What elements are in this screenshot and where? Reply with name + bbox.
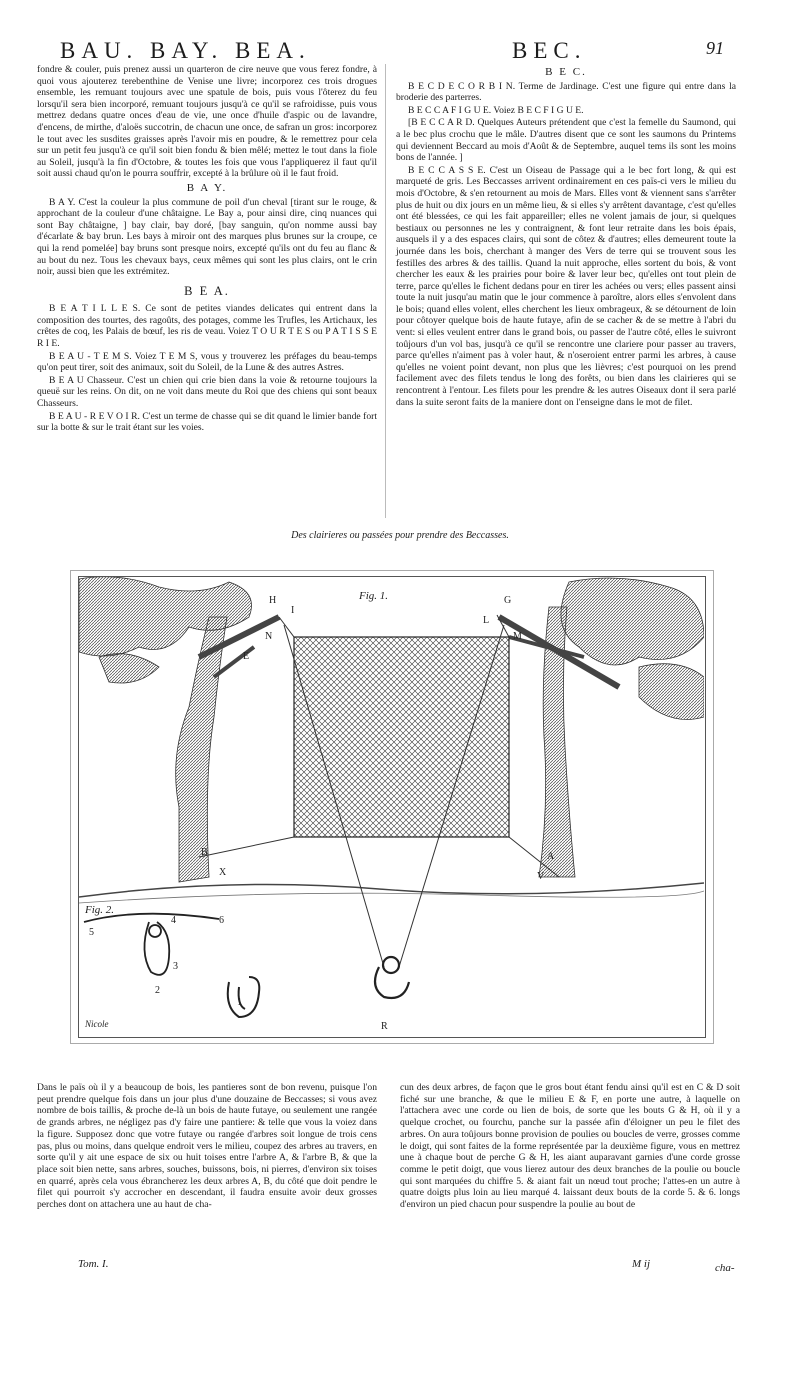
letter-B: B <box>201 847 208 858</box>
engraver-signature: Nicole <box>85 1019 109 1029</box>
entry-beccard: [B E C C A R D. Quelques Auteurs prétendent que c'est la femelle du Saumond, qui a le bec plus crochu que le mâle. D'autres disent que ce sont les saumons du Printems qui deviennent Beccard au mois d'Août & de Septembre, auquel tems ils sont les moins bons de l'année. ] <box>396 117 736 164</box>
running-head-left: BAU. BAY. BEA. <box>60 38 311 63</box>
hook-R <box>375 957 409 998</box>
signature-mark: M ij <box>632 1258 651 1270</box>
section-heading-bay: B A Y. <box>186 181 228 194</box>
letter-N: N <box>265 631 273 642</box>
plate-illustration <box>79 577 704 1036</box>
entry-bay: B A Y. C'est la couleur la plus commune de poil d'un cheval [tirant sur le rouge, & approchant de la couleur d'une châtaigne. Le Bay a, pour ainsi dire, cinq nuances qui sont Bay châtaigne, ] bay clair, bay doré, [bay sanguin, qu'on nomme aussi bay d'écarlate & bay brun. Les bays à miroir ont des marques plus brunes sur la croupe, ce qui la rend pomelée] bay bruns sont presque noirs, excepté qu'ils ont du feu au flanc & au bout du nez. Tous les chevaux bays, ceux mêmes qui sont les plus clairs, ont le crin noir, aussi bien que les extrémitez. <box>37 196 377 278</box>
fig2-num-4: 4 <box>171 915 176 926</box>
bottom-left-column: Dans le païs où il y a beaucoup de bois, les pantieres sont de bon revenu, puisque l'on peut prendre quelque fois dans un jour plus d'une douzaine de Beccasses; si vous avez nombre de bois taillis, & proche de-là un bois de haute futaye, ou seulement une rangée de grands arbres, ne négligez pas d'y faire une pantiere: & telle que vous la voiez dans la figure. Supposez donc que votre futaye ou rangée d'arbres soit longue de trois cens pas, plus ou moins, dans quelque endroit vers le milieu, coupez des arbres au travers, en sorte qu'il y ait une espace de six ou huit toises entre l'arbre A, & l'arbre B, & que la place soit bien nette, sans arbres, souches, buissons, bois, ni pierres, d'environ six toises en quarré, après cela vous ébrancherez les deux arbres A, B, du côté que doit pendre le filet qui pourroit s'y accrocher en descendant, il faudra ensuite avoir deux grosses perches dont on attachera une au haut de cha- <box>37 1082 377 1211</box>
entry-beatilles: B E A T I L L E S. Ce sont de petites viandes delicates qui entrent dans la composition des tourtes, des ragoûts, des potages, comme les Trufles, les Artichaux, les crêtes de coq, les Palais de bœuf, les ris de veau. Voiez T O U R T E S ou P A T I S S E R I E. <box>37 303 377 350</box>
fig2-pulley-1 <box>228 977 260 1017</box>
letter-H: H <box>269 595 277 606</box>
fig1-label: Fig. 1. <box>359 590 389 602</box>
engraved-plate <box>78 576 706 1038</box>
plate-caption: Des clairieres ou passées pour prendre des Beccasses. <box>291 530 509 541</box>
letter-L: L <box>483 615 490 626</box>
entry-bec-de-corbin: B E C D E C O R B I N. Terme de Jardinage. C'est une figure qui entre dans la broderie des parterres. <box>396 80 736 104</box>
fig2-num-5: 5 <box>89 927 94 938</box>
letter-A: A <box>547 851 555 862</box>
ground-line <box>79 883 704 897</box>
section-heading-bec: B E C. <box>545 66 587 78</box>
letter-G: G <box>504 595 512 606</box>
letter-X: X <box>219 867 227 878</box>
letter-V: V <box>537 871 545 882</box>
page-number: 91 <box>706 38 724 58</box>
net <box>294 637 509 837</box>
running-head-right: BEC. <box>512 38 587 63</box>
left-column <box>37 64 377 435</box>
tome-marker: Tom. I. <box>78 1258 109 1270</box>
entry-beccafigue: B E C C A F I G U E. Voiez B E C F I G U E. <box>408 104 584 116</box>
bottom-right-column: cun des deux arbres, de façon que le gros bout étant fendu ainsi qu'il est en C & D soit fiché sur une branche, & que le milieu E & F, en porte une autre, à laquelle on l'attachera avec une corde ou lien de bois, de sorte que les bouts G & H, où il y a quelque crochet, ou fourchu, panche sur la passée afin d'éloigner un peu le filet des arbres. On aura toûjours bonne provision de poulies ou boucles de verre, grosses comme le doigt, qui sont faites de la forme représentée par la deuxième figure, vous en mettrez une à chaque bout de perche G & H, les aiant auparavant garnies d'une corde grosse comme le petit doigt, que vous lierez autour des deux branches de la poulie ou boucle qui sont marquées du chiffre 5. & aiant fait un nœud tout proche; l'attes-en un autre à quatre doigts plus loin au lieu marqué 4. laissant deux bouts de la corde 5. & 6. longs d'environ un pied chacun pour suspendre la poulie au bout de <box>400 1082 740 1211</box>
catchword: cha- <box>715 1262 735 1274</box>
fig2-label: Fig. 2. <box>85 904 115 916</box>
entry-beccasse: B E C C A S S E. C'est un Oiseau de Passage qui a le bec fort long, & qui est marqueté de gris. Les Beccasses arrivent ordinairement en ces païs-ci vers le milieu du mois d'Octobre, & s'en retournent au mois de Mars. Elles vont & viennent sans s'arrêter plus de huit ou dix jours en un même lieu, & si elles s'y arrêtent davantage, c'est qu'elles ont été blessées, ce qui les fait appareiller; elles ne volent jamais de jour, si quelques bestiaux ou personnes ne les y contraignent, & font leur retraite dans les bois épais, ausquels il y a des espaces clairs, qui sont de côtez & d'autres; elles demeurent toute la journée dans les bois, cherchant à manger des Vers de terre qui se trouvent sous les festilles des arbres & des taillis. Quand la nuit approche, elles sortent du bois, & vont chercher les eaux & les prairies pour boire & laver leur bec, qu'elles ont tout plein de terre, parce qu'elles le fichent dedans pour en tirer les achées ou vers; elles passent ainsi toute la nuit jusqu'au matin que le jour commence à paroître, alors elles s'envolent dans le bois; quand elles volent, elles cherchent les lieux ombrageux, & se détournent de loin pour côtoyer quelque bois de haute futaye, afin de se cacher & de se mettre à l'abri du vent: si elles veulent entrer dans le grand bois, ou passer de l'autre côté, elles le suivront toûjours d'un vol bas, jusqu'à ce qu'il se rencontre une clariere pour passer au travers, parce qu'elles n'aiment pas à voler haut, & n'oseroient entrer parmi les arbres, à cause qu'elles ne voient point devant, non plus que les lièvres; c'est pourquoi on les prend facilement avec des filets tendus le long des forêts, ou bien dans les clairieres qui se rencontrent à l'entour. Les filets pour les prendre & les autres Oiseaux dont il sera parlé dans la suite seront faits de la maniere dont on l'enseigne dans le mot de filet. <box>396 164 736 408</box>
letter-E: E <box>243 651 250 662</box>
letter-M: M <box>513 631 522 642</box>
left-tree <box>79 577 279 882</box>
fig2-knot <box>84 914 219 975</box>
fig2-num-3: 3 <box>173 961 178 972</box>
right-tree <box>499 578 704 877</box>
letter-I: I <box>291 605 295 616</box>
intro-paragraph: fondre & couler, puis prenez aussi un quarteron de cire neuve que vous ferez fondre, à quoi vous ajouterez terebenthine de Venise une livre; incorporez ces trois drogues ensemble, les remuant toujours avec une spatule de bois, puis vous l'ôterez du feu lorsqu'il sera bien incorporé, remuant toujours jusqu'à ce qu'il se rafroidisse, puis vous mettrez dedans quatre onces d'eau de vie, une once d'huile d'aspic ou de lavandre, d'encens, de mirthe, d'aloës succotrin, de chacun une once, de safran un gros: incorporez le tout avec les susdites graisses après l'avoir mis en poudre, & le remettrez pour cela sur un petit feu jusqu'à ce qu'il soit bien fondu & bien mêlé; mettez le tout dans la fiole au Soleil, jusqu'à la fin d'Octobre, & toutes les fois que vous l'appliquerez il faut qu'il soit aussi chaud qu'on le pourra souffrir, excepté à la brûlure où il le faut froid. <box>37 64 377 180</box>
fig2-num-6: 6 <box>219 915 224 926</box>
section-heading-bea: B E A. <box>184 283 230 298</box>
right-column <box>396 64 736 409</box>
ground-shadow <box>79 891 704 903</box>
entry-beau-tems: B E A U - T E M S. Voiez T E M S, vous y trouverez les préfages du beau-temps qu'on peut tirer, soit des animaux, soit du Soleil, de la Lune & des autres Astres. <box>37 350 377 374</box>
entry-beau-chasseur: B E A U Chasseur. C'est un chien qui crie bien dans la voie & retourne toujours la queuë sur les reins. On dit, on ne voit dans meute du Roi que des chiens qui sont beaux Chasseurs. <box>37 374 377 410</box>
fig2-num-2: 2 <box>155 985 160 996</box>
column-rule <box>385 64 386 518</box>
entry-beau-revoir: B E A U - R E V O I R. C'est un terme de chasse qui se dit quand le limier bande fort sur la botte & sur le trait étant sur les voies. <box>37 410 377 434</box>
fig2-num-1: 1 <box>237 997 242 1008</box>
letter-R: R <box>381 1021 388 1032</box>
